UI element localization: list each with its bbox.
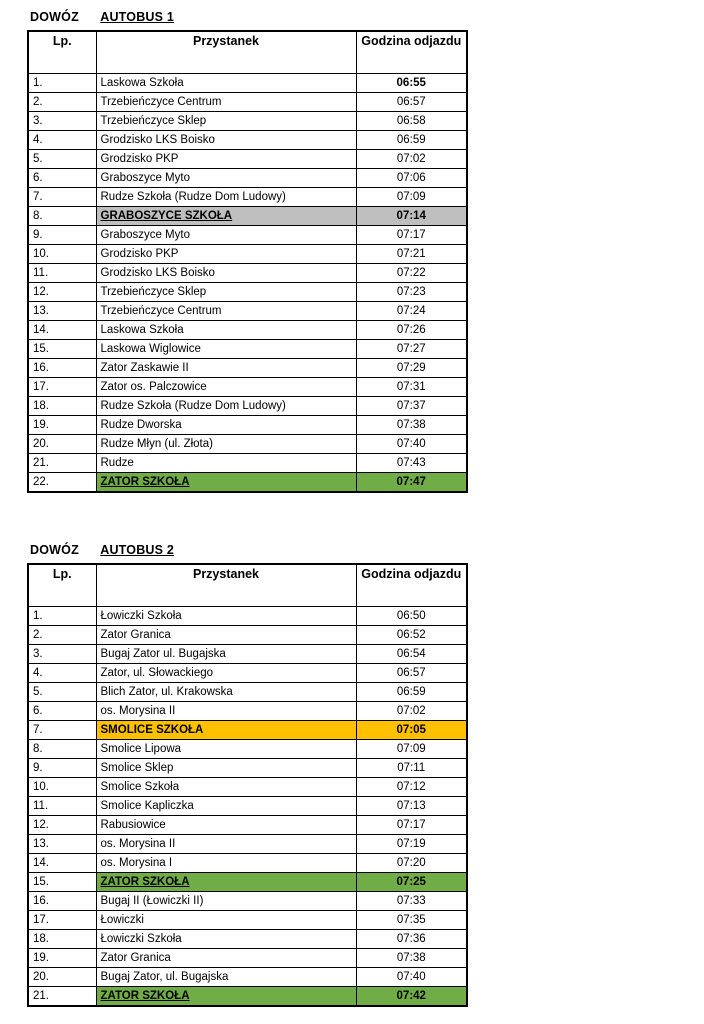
cell-przystanek: Bugaj II (Łowiczki II) (96, 892, 356, 911)
cell-lp: 4. (28, 664, 96, 683)
table-row (28, 207, 467, 226)
table-row (28, 226, 467, 245)
cell-przystanek: Laskowa Wiglowice (96, 340, 356, 359)
table-row (28, 93, 467, 112)
table-row (28, 283, 467, 302)
cell-lp: 7. (28, 188, 96, 207)
table-row (28, 797, 467, 816)
table-row (28, 416, 467, 435)
cell-godzina-odjazdu: 07:33 (356, 892, 467, 911)
cell-przystanek: Smolice Sklep (96, 759, 356, 778)
cell-godzina-odjazdu: 07:13 (356, 797, 467, 816)
cell-godzina-odjazdu: 07:43 (356, 454, 467, 473)
cell-godzina-odjazdu: 07:26 (356, 321, 467, 340)
cell-przystanek: Bugaj Zator ul. Bugajska (96, 645, 356, 664)
cell-przystanek: Rudze Szkoła (Rudze Dom Ludowy) (96, 397, 356, 416)
cell-godzina-odjazdu: 06:59 (356, 683, 467, 702)
cell-godzina-odjazdu: 07:17 (356, 816, 467, 835)
table-row (28, 911, 467, 930)
cell-lp: 11. (28, 797, 96, 816)
cell-przystanek: Rudze Młyn (ul. Złota) (96, 435, 356, 454)
cell-przystanek: ZATOR SZKOŁA (96, 987, 356, 1007)
timetable-autobus-2 (27, 543, 468, 1007)
cell-lp: 4. (28, 131, 96, 150)
cell-godzina-odjazdu: 07:12 (356, 778, 467, 797)
cell-przystanek: Bugaj Zator, ul. Bugajska (96, 968, 356, 987)
table-row (28, 740, 467, 759)
cell-godzina-odjazdu: 07:24 (356, 302, 467, 321)
cell-godzina-odjazdu: 07:17 (356, 226, 467, 245)
cell-przystanek: ZATOR SZKOŁA (96, 873, 356, 892)
cell-lp: 8. (28, 740, 96, 759)
table-title-1 (30, 10, 468, 24)
cell-lp: 20. (28, 435, 96, 454)
cell-godzina-odjazdu: 07:42 (356, 987, 467, 1007)
title-dowoz-1: DOWÓZ (30, 10, 79, 24)
cell-przystanek: Trzebieńczyce Centrum (96, 302, 356, 321)
cell-lp: 15. (28, 340, 96, 359)
cell-godzina-odjazdu: 07:20 (356, 854, 467, 873)
cell-godzina-odjazdu: 06:57 (356, 93, 467, 112)
cell-godzina-odjazdu: 06:50 (356, 607, 467, 626)
column-header-przystanek: Przystanek (96, 31, 356, 74)
cell-godzina-odjazdu: 06:59 (356, 131, 467, 150)
table-row (28, 321, 467, 340)
cell-lp: 2. (28, 626, 96, 645)
cell-przystanek: Grodzisko PKP (96, 150, 356, 169)
column-header-godzina-odjazdu: Godzina odjazdu (356, 564, 467, 607)
cell-godzina-odjazdu: 07:38 (356, 949, 467, 968)
cell-lp: 11. (28, 264, 96, 283)
cell-przystanek: Rabusiowice (96, 816, 356, 835)
cell-przystanek: Trzebieńczyce Sklep (96, 283, 356, 302)
table-row (28, 264, 467, 283)
cell-przystanek: Graboszyce Myto (96, 226, 356, 245)
cell-lp: 16. (28, 359, 96, 378)
cell-przystanek: Blich Zator, ul. Krakowska (96, 683, 356, 702)
cell-godzina-odjazdu: 07:05 (356, 721, 467, 740)
cell-lp: 8. (28, 207, 96, 226)
cell-lp: 7. (28, 721, 96, 740)
table-row (28, 74, 467, 93)
cell-godzina-odjazdu: 07:21 (356, 245, 467, 264)
table-row (28, 188, 467, 207)
cell-godzina-odjazdu: 07:14 (356, 207, 467, 226)
cell-przystanek: Graboszyce Myto (96, 169, 356, 188)
table-row (28, 340, 467, 359)
cell-lp: 18. (28, 930, 96, 949)
table-row (28, 816, 467, 835)
cell-godzina-odjazdu: 07:22 (356, 264, 467, 283)
cell-lp: 9. (28, 759, 96, 778)
table-row (28, 435, 467, 454)
cell-lp: 1. (28, 607, 96, 626)
table-row (28, 302, 467, 321)
cell-godzina-odjazdu: 07:40 (356, 435, 467, 454)
header-row (28, 31, 467, 74)
cell-lp: 5. (28, 683, 96, 702)
cell-lp: 3. (28, 645, 96, 664)
cell-przystanek: os. Morysina II (96, 702, 356, 721)
cell-godzina-odjazdu: 07:09 (356, 740, 467, 759)
schedule-table-2 (27, 563, 468, 1007)
cell-godzina-odjazdu: 07:25 (356, 873, 467, 892)
cell-przystanek: Laskowa Szkoła (96, 74, 356, 93)
cell-godzina-odjazdu: 07:38 (356, 416, 467, 435)
cell-godzina-odjazdu: 07:37 (356, 397, 467, 416)
cell-przystanek: Grodzisko LKS Boisko (96, 131, 356, 150)
cell-przystanek: Laskowa Szkoła (96, 321, 356, 340)
cell-lp: 10. (28, 245, 96, 264)
table-row (28, 112, 467, 131)
cell-przystanek: Rudze Dworska (96, 416, 356, 435)
cell-godzina-odjazdu: 07:35 (356, 911, 467, 930)
cell-godzina-odjazdu: 07:31 (356, 378, 467, 397)
table-row (28, 607, 467, 626)
cell-przystanek: Zator Zaskawie II (96, 359, 356, 378)
cell-lp: 6. (28, 702, 96, 721)
cell-przystanek: Trzebieńczyce Centrum (96, 93, 356, 112)
cell-lp: 13. (28, 835, 96, 854)
table-row (28, 378, 467, 397)
cell-przystanek: os. Morysina II (96, 835, 356, 854)
cell-przystanek: Zator, ul. Słowackiego (96, 664, 356, 683)
cell-godzina-odjazdu: 06:57 (356, 664, 467, 683)
cell-przystanek: Grodzisko LKS Boisko (96, 264, 356, 283)
cell-godzina-odjazdu: 07:36 (356, 930, 467, 949)
cell-lp: 13. (28, 302, 96, 321)
cell-lp: 14. (28, 854, 96, 873)
table-row (28, 949, 467, 968)
cell-lp: 12. (28, 283, 96, 302)
cell-przystanek: Łowiczki Szkoła (96, 930, 356, 949)
cell-przystanek: Trzebieńczyce Sklep (96, 112, 356, 131)
cell-lp: 21. (28, 987, 96, 1007)
cell-lp: 2. (28, 93, 96, 112)
cell-lp: 18. (28, 397, 96, 416)
cell-przystanek: Zator os. Palczowice (96, 378, 356, 397)
title-autobus-2: AUTOBUS 2 (100, 543, 175, 557)
table-row (28, 473, 467, 493)
cell-godzina-odjazdu: 06:54 (356, 645, 467, 664)
table-row (28, 150, 467, 169)
cell-godzina-odjazdu: 07:02 (356, 702, 467, 721)
cell-lp: 15. (28, 873, 96, 892)
cell-godzina-odjazdu: 07:40 (356, 968, 467, 987)
table-title-2 (30, 543, 468, 557)
cell-lp: 14. (28, 321, 96, 340)
table-row (28, 854, 467, 873)
cell-przystanek: os. Morysina I (96, 854, 356, 873)
cell-lp: 12. (28, 816, 96, 835)
cell-godzina-odjazdu: 06:55 (356, 74, 467, 93)
column-header-godzina-odjazdu: Godzina odjazdu (356, 31, 467, 74)
cell-godzina-odjazdu: 06:58 (356, 112, 467, 131)
table-row (28, 968, 467, 987)
cell-przystanek: Łowiczki Szkoła (96, 607, 356, 626)
table-row (28, 930, 467, 949)
table-row (28, 759, 467, 778)
cell-lp: 17. (28, 911, 96, 930)
table-row (28, 683, 467, 702)
cell-godzina-odjazdu: 07:09 (356, 188, 467, 207)
cell-godzina-odjazdu: 07:06 (356, 169, 467, 188)
cell-przystanek: Grodzisko PKP (96, 245, 356, 264)
table-row (28, 778, 467, 797)
cell-lp: 21. (28, 454, 96, 473)
title-dowoz-2: DOWÓZ (30, 543, 79, 557)
table-row (28, 626, 467, 645)
table-row (28, 702, 467, 721)
cell-godzina-odjazdu: 07:47 (356, 473, 467, 493)
cell-lp: 19. (28, 416, 96, 435)
cell-lp: 9. (28, 226, 96, 245)
cell-lp: 5. (28, 150, 96, 169)
table-row (28, 359, 467, 378)
header-row (28, 564, 467, 607)
cell-lp: 3. (28, 112, 96, 131)
cell-przystanek: Smolice Kapliczka (96, 797, 356, 816)
cell-lp: 10. (28, 778, 96, 797)
cell-lp: 22. (28, 473, 96, 493)
column-header-lp: Lp. (28, 31, 96, 74)
table-row (28, 664, 467, 683)
table-row (28, 873, 467, 892)
cell-lp: 19. (28, 949, 96, 968)
schedule-table-1 (27, 30, 468, 493)
table-row (28, 645, 467, 664)
column-header-przystanek: Przystanek (96, 564, 356, 607)
cell-przystanek: Zator Granica (96, 949, 356, 968)
table-row (28, 131, 467, 150)
table-row (28, 892, 467, 911)
cell-lp: 16. (28, 892, 96, 911)
cell-przystanek: Zator Granica (96, 626, 356, 645)
table-row (28, 721, 467, 740)
table-row (28, 454, 467, 473)
cell-przystanek: Łowiczki (96, 911, 356, 930)
cell-godzina-odjazdu: 07:19 (356, 835, 467, 854)
cell-lp: 20. (28, 968, 96, 987)
cell-przystanek: Rudze (96, 454, 356, 473)
cell-godzina-odjazdu: 07:23 (356, 283, 467, 302)
cell-lp: 6. (28, 169, 96, 188)
cell-przystanek: Smolice Szkoła (96, 778, 356, 797)
cell-przystanek: Rudze Szkoła (Rudze Dom Ludowy) (96, 188, 356, 207)
cell-lp: 1. (28, 74, 96, 93)
table-row (28, 835, 467, 854)
table-row (28, 245, 467, 264)
table-row (28, 397, 467, 416)
column-header-lp: Lp. (28, 564, 96, 607)
cell-godzina-odjazdu: 07:27 (356, 340, 467, 359)
cell-przystanek: GRABOSZYCE SZKOŁA (96, 207, 356, 226)
cell-godzina-odjazdu: 07:11 (356, 759, 467, 778)
cell-przystanek: SMOLICE SZKOŁA (96, 721, 356, 740)
title-autobus-1: AUTOBUS 1 (100, 10, 175, 24)
timetable-autobus-1 (27, 10, 468, 493)
cell-godzina-odjazdu: 07:02 (356, 150, 467, 169)
cell-godzina-odjazdu: 06:52 (356, 626, 467, 645)
table-row (28, 169, 467, 188)
cell-godzina-odjazdu: 07:29 (356, 359, 467, 378)
cell-lp: 17. (28, 378, 96, 397)
cell-przystanek: ZATOR SZKOŁA (96, 473, 356, 493)
table-row (28, 987, 467, 1007)
cell-przystanek: Smolice Lipowa (96, 740, 356, 759)
